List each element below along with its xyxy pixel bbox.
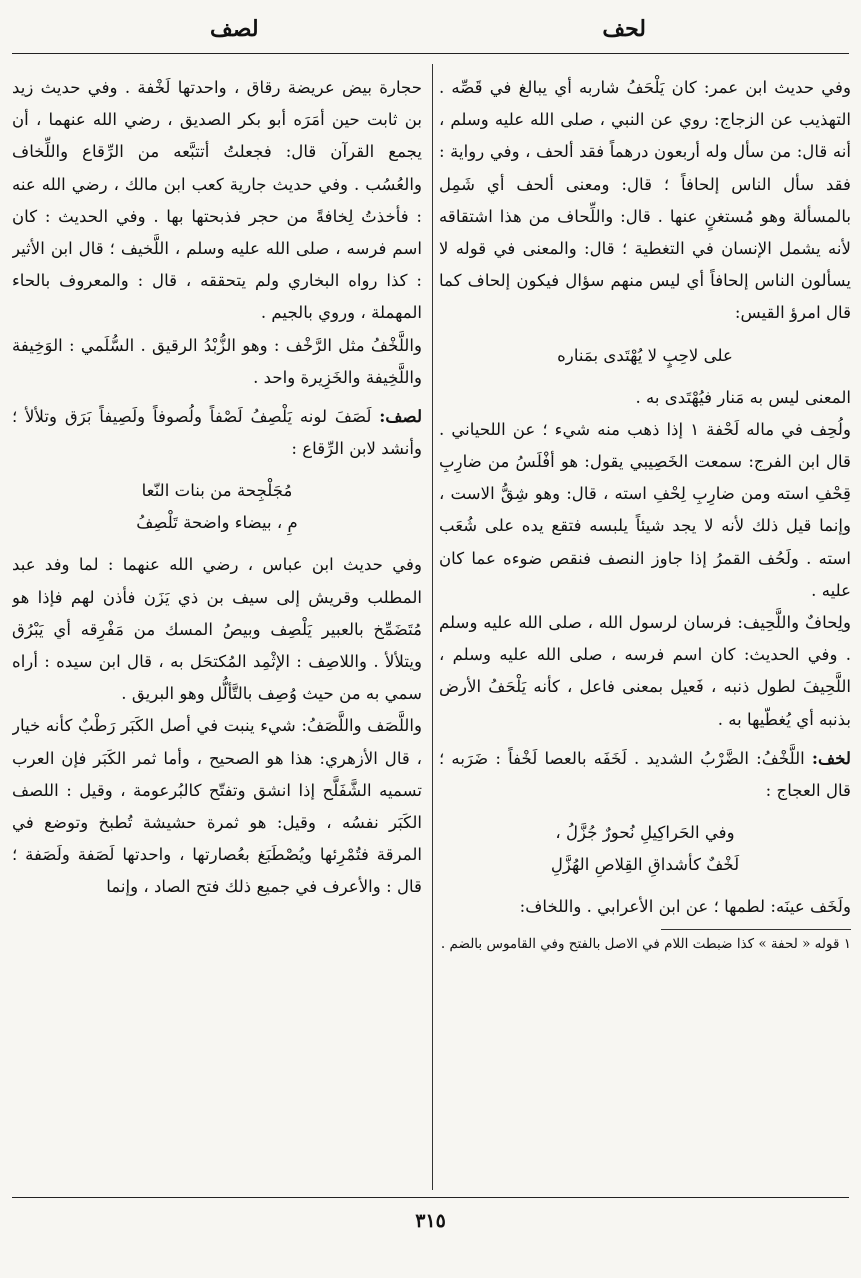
- verse-line: على لاحِبٍ لا يُهْتَدى بمَناره: [557, 345, 733, 365]
- paragraph: وفي حديث ابن عمر: كان يَلْحَفُ شاربه أي يبالغ في قَصِّه . التهذيب عن الزجاج: روي عن النبي ، صلى الله عليه وسلم ، أنه قال: من سأل وله أربعون درهماً فقد ألحف ، وفي رواية : فقد سأل الناس إلحافاً ؛ قال: ومعنى ألحف أي شَمِل بالمسألة وهو مُستغنٍ عنها . قال: واللِّحاف من هذا اشتقاقه لأنه يشمل الإنسان في التغطية ؛ قال: والمعنى في قوله لا يسألون الناس إلحافاً أي ليس منهم سؤال فيكون إلحاف كما قال امرؤ القيس:: [439, 78, 851, 323]
- verse-line: لَخْفٌ كأشداقِ القِلاصِ الهُزَّلِ: [550, 855, 740, 875]
- right-header-word: لحف: [602, 16, 646, 42]
- paragraph: حجارة بيض عريضة رقاق ، واحدتها لَخْفة . وفي حديث زيد بن ثابت حين أمَرَه أبو بكر الصديق ، رضي الله عنهما ، أن يجمع القرآن قال: فجعلتُ أتتبَّعه من الرِّقاع واللِّخاف والعُسُب . وفي حديث جارية كعب ابن مالك ، رضي الله عنه : فأخذتُ لِخافةً من حجر فذبحتها بها . وفي الحديث : كان اسم فرسه ، صلى الله عليه وسلم ، اللَّخيف ؛ قال ابن الأثير : كذا رواه البخاري ولم يتحققه ، قال : والمعروف بالحاء المهملة ، وروي بالجيم .: [12, 78, 422, 323]
- left-column: [12, 72, 422, 1192]
- paragraph: ولُحِف في ماله لَحْفة ١ إذا ذهب منه شيء ؛ عن اللحياني . قال ابن الفرج: سمعت الخَصِيبي يقول: هو أفْلَسُ من ضارِبِ قِحْفِ استه ومن ضارِبِ لِحْفِ استه ، قال: وهو شِقُّ الاست ، وإنما قيل ذلك لأنه لا يجد شيئاً يلبسه فتقع يده على شُعَب استه . ولَحُف القمرُ إذا جاوز النصف فنقص ضوءه عما كان عليه .: [439, 419, 851, 600]
- top-rule: [12, 53, 849, 54]
- right-column: [439, 72, 851, 1192]
- entry-lakhf: [439, 742, 851, 807]
- paragraph: ولَخَف عينَه: لطمها ؛ عن ابن الأعرابي . واللخاف:: [519, 897, 851, 917]
- entry-lasf: [12, 400, 422, 465]
- entry-headword: لخف:: [811, 747, 851, 768]
- verse-line: وفي الحَراكِيلِ نُحورٌ جُزَّلُ ،: [555, 823, 735, 843]
- verse: [12, 475, 422, 539]
- left-header-word: لصف: [210, 16, 259, 42]
- verse-line: مُجَلْجِحة من بنات النّعا: [141, 481, 293, 501]
- verse-line: مِ ، بيضاء واضحة تَلْصِفُ: [136, 513, 298, 533]
- entry-text: اللَّخْفُ: الضَّرْبُ الشديد . لَخَفَه بالعصا لَخْفاً : ضَرَبه ؛ قال العجاج :: [439, 748, 851, 801]
- paragraph: ولِحافٌ واللَّحِيف: فرسان لرسول الله ، صلى الله عليه وسلم . وفي الحديث: كان اسم فرسه ، صلى الله عليه وسلم ، اللَّحِيفَ لطول ذنبه ، فَعيل بمعنى فاعل ، كأنه يَلْحَفُ الأرض بذنبه أي يُغطّيها به .: [439, 613, 851, 729]
- paragraph: المعنى ليس به مَنار فيُهْتَدى به .: [635, 387, 851, 407]
- paragraph: واللَّخْفُ مثل الرَّخْف : وهو الزُّبْدُ الرقيق . السُّلَمي : الوَخِيفة واللَّخِيفة والخَزِيرة واحد .: [12, 335, 422, 387]
- page-number: ٣١٥: [415, 1210, 446, 1232]
- paragraph: وفي حديث ابن عباس ، رضي الله عنهما : لما وفد عبد المطلب وقريش إلى سيف بن ذي يَزَن فأذن لهم فإذا هو مُتَضَمِّخ بالعبير يَلْصِف وبيصُ المسك من مَفْرِقه أي يَبْرُق ويتلألأ . واللاصِف : الإثْمِد المُكتحَل به ، قال ابن سيده : أراه سمي به من حيث وُصِف بالتَّألُّل وهو البريق .: [12, 555, 422, 704]
- paragraph: واللَّصَف واللَّصَفُ: شيء ينبت في أصل الكَبَر رَطْبٌ كأنه خيار ، قال الأزهري: هذا هو الصحيح ، وأما ثمر الكَبَر فإن العرب تسميه الشَّفَلَّح إذا انشق وتفتّح كالبُرعومة ، وقيل : اللصف الكَبَر نفسُه ، وقيل: هو ثمرة حشيشة تُطبخ وتوضع في المرقة فتُمْرِئها ويُصْطَبَغ بعُصارتها ، واحدتها لَصَفة ولَصَفة ؛ قال : والأعرف في جميع ذلك فتح الصاد ، وإنما: [12, 716, 422, 897]
- footnote: ١ قوله « لحفة » كذا ضبطت اللام في الاصل بالفتح وفي القاموس بالضم .: [440, 936, 851, 953]
- entry-headword: لصف:: [379, 406, 422, 427]
- entry-text: لَصَفَ لونه يَلْصِفُ لَصْفاً ولُصوفاً ولَصِيفاً بَرَق وتلألأ ؛ وأنشد لابن الرِّقاع :: [12, 407, 422, 459]
- verse: [439, 817, 851, 881]
- footnote-rule: [661, 929, 851, 930]
- bottom-rule: [12, 1197, 849, 1198]
- verse: [439, 340, 851, 372]
- column-divider: [432, 64, 433, 1190]
